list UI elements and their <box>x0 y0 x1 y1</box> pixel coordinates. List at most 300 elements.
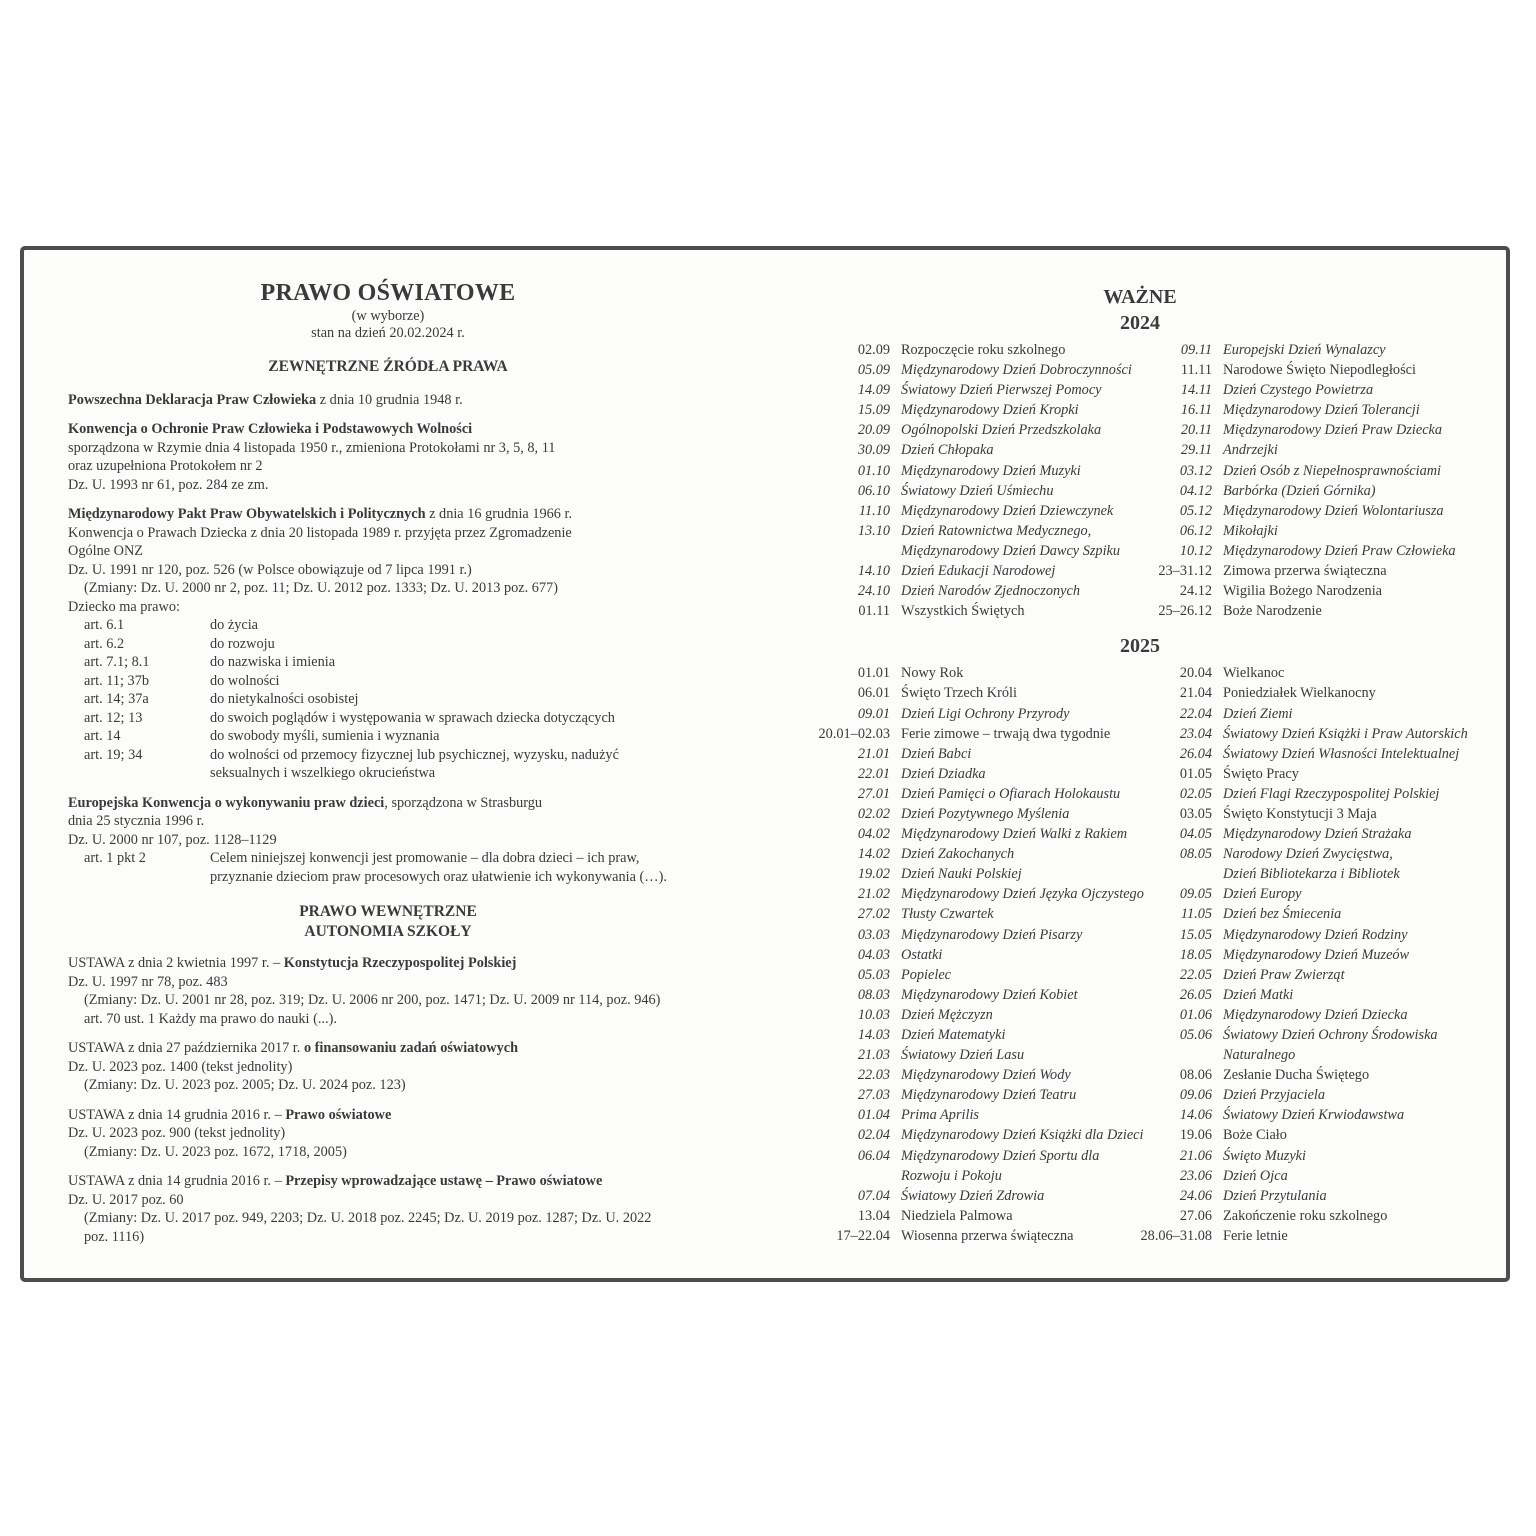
rights-item <box>68 727 708 746</box>
calendar-event <box>1140 884 1470 904</box>
calendar-event <box>810 965 1140 985</box>
calendar-event <box>810 925 1140 945</box>
event-name: Poniedziałek Wielkanocny <box>1223 685 1376 702</box>
event-date: 19.06 <box>1179 1127 1212 1144</box>
event-date: 22.04 <box>1179 705 1212 722</box>
event-name: Boże Ciało <box>1223 1127 1287 1144</box>
event-date: 04.03 <box>857 946 890 963</box>
event-name: Niedziela Palmowa <box>901 1207 1013 1224</box>
event-date: 28.06–31.08 <box>1140 1227 1212 1244</box>
calendar-event <box>1140 784 1470 804</box>
event-name: Międzynarodowy Dzień Strażaka <box>1223 826 1412 843</box>
law-date: z dnia 10 grudnia 1948 r. <box>316 391 463 408</box>
calendar-event <box>810 601 1140 621</box>
event-name: Międzynarodowy Dzień Tolerancji <box>1223 402 1420 419</box>
article-number: art. 6.2 <box>84 635 125 652</box>
calendar-event <box>810 1125 1144 1145</box>
event-name: Wiosenna przerwa świąteczna <box>901 1227 1074 1244</box>
calendar-event <box>810 461 1140 481</box>
act-line: Dz. U. 2023 poz. 1400 (tekst jednolity) <box>68 1058 293 1075</box>
calendar-event <box>810 904 1140 924</box>
event-name: Prima Aprilis <box>901 1107 979 1124</box>
event-date: 27.01 <box>857 785 890 802</box>
calendar-event <box>1140 541 1470 561</box>
calendar-event <box>1140 601 1470 621</box>
calendar-event <box>1140 400 1470 420</box>
calendar-event <box>1140 1125 1470 1145</box>
article-text: do wolności <box>210 672 280 689</box>
event-name: Europejski Dzień Wynalazcy <box>1223 342 1386 358</box>
calendar-event <box>1140 1025 1470 1045</box>
article-number: art. 14; 37a <box>84 691 149 707</box>
event-name: Ostatki <box>901 946 943 963</box>
page-title: PRAWO OŚWIATOWE <box>260 280 516 306</box>
article-number: art. 12; 13 <box>84 709 143 726</box>
event-date: 08.06 <box>1179 1067 1212 1084</box>
act-line: poz. 1116) <box>84 1228 145 1245</box>
calendar-event <box>810 945 1140 965</box>
event-name: Święto Muzyki <box>1223 1147 1306 1164</box>
calendar-event <box>810 1226 1140 1246</box>
calendar-event <box>1140 1146 1470 1166</box>
calendar-event <box>1140 340 1470 360</box>
event-name: Barbórka (Dzień Górnika) <box>1223 482 1376 499</box>
law-title: Konwencja o Ochronie Praw Człowieka i Podstawowych Wolności <box>68 421 473 437</box>
event-name: Międzynarodowy Dzień Praw Człowieka <box>1223 542 1456 559</box>
calendar-event <box>1140 704 1470 724</box>
section-heading-line: PRAWO WEWNĘTRZNE <box>299 903 477 920</box>
article-number: art. 14 <box>84 728 121 744</box>
law-line: Dz. U. 1993 nr 61, poz. 284 ze zm. <box>68 476 269 493</box>
event-date: 03.03 <box>857 926 890 943</box>
calendar-event <box>1140 461 1470 481</box>
event-date: 22.05 <box>1179 966 1212 983</box>
calendar-event <box>1140 864 1470 884</box>
right-page <box>810 284 1470 1246</box>
event-name: Dzień Zakochanych <box>901 846 1015 863</box>
calendar-event <box>1140 764 1470 784</box>
calendar-event <box>810 663 1140 683</box>
event-name: Międzynarodowy Dzień Muzeów <box>1223 946 1410 963</box>
article-number: art. 11; 37b <box>84 672 149 689</box>
calendar-event <box>1140 360 1470 380</box>
event-date: 15.09 <box>857 402 890 419</box>
event-name: Zesłanie Ducha Świętego <box>1223 1067 1370 1084</box>
event-name: Międzynarodowy Dzień Praw Dziecka <box>1223 422 1443 439</box>
event-date: 13.04 <box>857 1207 890 1224</box>
event-name: Międzynarodowy Dzień Wolontariusza <box>1223 502 1444 519</box>
calendar-event <box>1140 965 1470 985</box>
rights-item <box>68 709 708 728</box>
event-date: 06.01 <box>857 685 890 702</box>
event-name: Dzień Bibliotekarza i Bibliotek <box>1223 866 1400 883</box>
event-name: Boże Narodzenie <box>1223 603 1322 620</box>
event-date <box>1140 864 1223 884</box>
law-date: , sporządzona w Strasburgu <box>384 794 543 811</box>
calendar-event <box>1140 561 1470 581</box>
important-title: WAŻNE <box>1103 286 1177 308</box>
event-name: Tłusty Czwartek <box>901 906 994 923</box>
event-date <box>810 1166 901 1186</box>
calendar-event <box>1140 824 1470 844</box>
event-date: 26.04 <box>1179 745 1212 762</box>
event-date: 21.02 <box>857 886 890 903</box>
calendar-event <box>810 764 1140 784</box>
event-date: 23–31.12 <box>1158 563 1212 580</box>
event-name: Rozwoju i Pokoju <box>901 1167 1002 1184</box>
event-name: Międzynarodowy Dzień Dobroczynności <box>901 362 1132 379</box>
calendar-event <box>810 985 1140 1005</box>
event-name: Światowy Dzień Własności Intelektualnej <box>1223 745 1460 762</box>
act-title: Prawo oświatowe <box>285 1106 392 1123</box>
event-date: 30.09 <box>857 442 890 459</box>
law-line: Dz. U. 1991 nr 120, poz. 526 (w Polsce obowiązuje od 7 lipca 1991 r.) <box>68 561 472 578</box>
event-name: Światowy Dzień Krwiodawstwa <box>1223 1107 1405 1124</box>
page-date: stan na dzień 20.02.2024 r. <box>311 325 465 341</box>
calendar-event <box>810 400 1140 420</box>
law-line: oraz uzupełniona Protokołem nr 2 <box>68 458 263 474</box>
event-date: 17–22.04 <box>836 1227 890 1244</box>
event-name: Dzień Nauki Polskiej <box>901 866 1022 883</box>
event-date: 14.02 <box>857 846 890 863</box>
event-date: 07.04 <box>857 1187 890 1204</box>
calendar-event <box>1140 985 1470 1005</box>
event-name: Międzynarodowy Dzień Wody <box>901 1067 1071 1084</box>
calendar-event <box>1140 481 1470 501</box>
article-text: do rozwoju <box>210 635 275 652</box>
event-date: 10.12 <box>1179 542 1212 559</box>
event-date: 05.06 <box>1179 1027 1212 1043</box>
calendar-event <box>810 1025 1140 1045</box>
event-date: 20.01–02.03 <box>818 725 890 742</box>
event-date: 24.06 <box>1179 1187 1212 1204</box>
page-subtitle: (w wyborze) <box>351 308 425 324</box>
event-date: 02.05 <box>1179 785 1212 802</box>
event-name: Międzynarodowy Dzień Kropki <box>901 402 1079 419</box>
event-name: Dzień Chłopaka <box>901 442 994 459</box>
event-name: Popielec <box>901 966 952 983</box>
event-date: 22.03 <box>857 1067 890 1084</box>
act-line: art. 70 ust. 1 Każdy ma prawo do nauki (...). <box>84 1010 337 1027</box>
act-prefix: USTAWA z dnia 14 grudnia 2016 r. – <box>68 1106 286 1123</box>
event-date: 15.05 <box>1179 926 1212 943</box>
event-date: 09.06 <box>1179 1087 1212 1104</box>
event-name: Międzynarodowy Dzień Języka Ojczystego <box>901 886 1144 903</box>
event-name: Dzień Matematyki <box>901 1027 1006 1043</box>
act-line: (Zmiany: Dz. U. 2001 nr 28, poz. 319; Dz. U. 2006 nr 200, poz. 1471; Dz. U. 2009 nr 114, poz. 946) <box>84 992 661 1008</box>
calendar-event <box>810 1146 1140 1166</box>
rights-list <box>68 616 708 783</box>
event-date: 14.09 <box>857 382 890 399</box>
event-name: Zakończenie roku szkolnego <box>1223 1207 1388 1224</box>
event-date: 02.09 <box>857 342 890 358</box>
event-date: 04.05 <box>1179 826 1212 843</box>
event-date: 20.04 <box>1179 665 1212 682</box>
calendar-event <box>1140 1005 1470 1025</box>
event-name: Dzień Flagi Rzeczypospolitej Polskiej <box>1223 785 1440 802</box>
event-date: 05.03 <box>857 966 890 983</box>
event-name: Święto Pracy <box>1223 765 1299 782</box>
calendar-event <box>1140 521 1470 541</box>
calendar-event <box>810 561 1140 581</box>
event-date: 01.04 <box>857 1107 890 1124</box>
event-date: 21.03 <box>857 1047 890 1064</box>
article-text: do nazwiska i imienia <box>210 654 336 670</box>
law-block-european-convention <box>68 794 708 887</box>
event-date: 09.05 <box>1179 886 1212 903</box>
act-line: Dz. U. 2017 poz. 60 <box>68 1191 184 1208</box>
event-name: Międzynarodowy Dzień Kobiet <box>901 986 1078 1003</box>
law-block-convention <box>68 420 708 494</box>
event-date: 04.02 <box>857 826 890 843</box>
event-name: Międzynarodowy Dzień Dziecka <box>1223 1006 1408 1023</box>
law-line: sporządzona w Rzymie dnia 4 listopada 1950 r., zmieniona Protokołami nr 3, 5, 8, 11 <box>68 439 556 456</box>
act-line: (Zmiany: Dz. U. 2017 poz. 949, 2203; Dz. U. 2018 poz. 2245; Dz. U. 2019 poz. 1287; Dz. U. 2022 <box>84 1210 652 1226</box>
event-name: Dzień Przyjaciela <box>1223 1087 1326 1104</box>
section-heading-external: ZEWNĘTRZNE ŹRÓDŁA PRAWA <box>268 358 508 375</box>
event-date: 05.09 <box>857 362 890 379</box>
event-date: 21.06 <box>1179 1147 1212 1164</box>
calendar-column <box>1140 340 1470 621</box>
event-date: 01.10 <box>857 462 890 479</box>
calendar-event <box>810 864 1140 884</box>
calendar-event <box>810 744 1140 764</box>
law-block-declaration <box>68 391 708 410</box>
event-name: Dzień Edukacji Narodowej <box>901 563 1056 580</box>
event-name: Narodowe Święto Niepodległości <box>1223 362 1416 379</box>
event-date: 26.05 <box>1179 986 1212 1003</box>
event-name: Dzień Narodów Zjednoczonych <box>901 583 1080 600</box>
act-prefix: USTAWA z dnia 2 kwietnia 1997 r. – <box>68 955 284 971</box>
event-name: Ferie letnie <box>1223 1227 1288 1244</box>
act-title: Konstytucja Rzeczypospolitej Polskiej <box>283 955 517 971</box>
event-date: 06.10 <box>857 482 890 499</box>
act-prefix: USTAWA z dnia 27 października 2017 r. <box>68 1040 304 1056</box>
event-name: Światowy Dzień Uśmiechu <box>901 482 1054 499</box>
event-name: Wszystkich Świętych <box>901 603 1025 620</box>
calendar-event <box>810 824 1140 844</box>
event-date: 20.11 <box>1180 422 1212 439</box>
event-date: 11.10 <box>858 502 890 519</box>
event-name: Ogólnopolski Dzień Przedszkolaka <box>901 422 1102 439</box>
event-date: 09.01 <box>857 705 890 722</box>
section-heading-line: AUTONOMIA SZKOŁY <box>304 923 472 940</box>
event-name: Międzynarodowy Dzień Walki z Rakiem <box>901 826 1128 843</box>
calendar-event <box>1140 1045 1470 1065</box>
event-name: Międzynarodowy Dzień Dawcy Szpiku <box>901 542 1121 559</box>
calendar-event <box>810 1065 1140 1085</box>
calendar-event <box>1140 1166 1470 1186</box>
article-text: przyznanie dzieciom praw procesowych oraz ułatwienie ich wykonywania (…). <box>210 868 667 885</box>
event-date: 03.12 <box>1179 462 1212 479</box>
law-line: dnia 25 stycznia 1996 r. <box>68 813 205 829</box>
calendar-event <box>1140 581 1470 601</box>
calendar-column <box>810 663 1144 1246</box>
event-date <box>1140 1045 1223 1065</box>
event-name: Andrzejki <box>1223 442 1278 459</box>
calendar-event <box>810 844 1140 864</box>
event-date: 29.11 <box>1180 442 1212 459</box>
calendar-event <box>810 724 1140 744</box>
event-name: Dzień Ligi Ochrony Przyrody <box>901 705 1070 722</box>
event-date: 01.06 <box>1179 1006 1212 1023</box>
law-line: Dz. U. 2000 nr 107, poz. 1128–1129 <box>68 831 277 848</box>
calendar-event <box>1140 1065 1470 1085</box>
event-date: 23.04 <box>1179 725 1212 742</box>
document-sheet <box>20 246 1510 1282</box>
calendar-event <box>810 804 1140 824</box>
law-title: Powszechna Deklaracja Praw Człowieka <box>68 391 317 408</box>
event-date: 01.01 <box>857 665 890 682</box>
event-date: 25–26.12 <box>1158 603 1212 620</box>
event-date: 05.12 <box>1179 502 1212 519</box>
calendar-event <box>810 1005 1140 1025</box>
event-name: Międzynarodowy Dzień Książki dla Dzieci <box>901 1127 1144 1144</box>
event-date: 22.01 <box>857 765 890 782</box>
event-name: Światowy Dzień Zdrowia <box>901 1187 1045 1204</box>
law-title: Europejska Konwencja o wykonywaniu praw dzieci <box>68 794 385 811</box>
event-date: 11.05 <box>1180 906 1212 923</box>
event-name: Międzynarodowy Dzień Rodziny <box>1223 926 1408 943</box>
calendar-event <box>810 704 1140 724</box>
calendar-event <box>1140 1206 1470 1226</box>
event-name: Naturalnego <box>1223 1047 1296 1064</box>
calendar-event <box>1140 724 1470 744</box>
calendar-event <box>810 501 1140 521</box>
calendar-event <box>1140 804 1470 824</box>
event-date: 19.02 <box>857 866 890 883</box>
event-name: Dzień Przytulania <box>1223 1187 1327 1204</box>
act-block-financing <box>68 1039 708 1095</box>
article-text: do życia <box>210 617 259 633</box>
event-date: 21.01 <box>857 745 890 762</box>
act-prefix: USTAWA z dnia 14 grudnia 2016 r. – <box>68 1173 286 1189</box>
event-date: 27.03 <box>857 1087 890 1104</box>
calendar-event <box>810 440 1140 460</box>
event-name: Nowy Rok <box>901 665 964 682</box>
act-line: (Zmiany: Dz. U. 2023 poz. 2005; Dz. U. 2024 poz. 123) <box>84 1077 406 1093</box>
law-line: Dziecko ma prawo: <box>68 598 180 615</box>
rights-item <box>68 616 708 635</box>
article-number: art. 6.1 <box>84 617 125 633</box>
event-date: 10.03 <box>857 1006 890 1023</box>
event-name: Dzień Praw Zwierząt <box>1223 966 1345 983</box>
event-date <box>810 541 901 561</box>
calendar-event <box>1140 1085 1470 1105</box>
calendar-event <box>810 1166 1140 1186</box>
event-date: 09.11 <box>1180 342 1212 358</box>
calendar-event <box>810 340 1140 360</box>
rights-item <box>68 653 708 672</box>
rights-item <box>68 764 708 783</box>
event-date: 08.03 <box>857 986 890 1003</box>
event-date: 23.06 <box>1179 1167 1212 1184</box>
rights-item <box>68 635 708 654</box>
event-name: Dzień Europy <box>1223 886 1302 903</box>
event-name: Światowy Dzień Lasu <box>901 1047 1025 1064</box>
event-date: 14.03 <box>857 1027 890 1043</box>
article-text: Celem niniejszej konwencji jest promowanie – dla dobra dzieci – ich praw, <box>210 850 640 866</box>
calendar-event <box>1140 440 1470 460</box>
event-name: Międzynarodowy Dzień Dziewczynek <box>901 502 1114 519</box>
act-title: Przepisy wprowadzające ustawę – Prawo oświatowe <box>285 1173 603 1189</box>
calendar-event <box>810 541 1140 561</box>
law-line: (Zmiany: Dz. U. 2000 nr 2, poz. 11; Dz. U. 2012 poz. 1333; Dz. U. 2013 poz. 677) <box>84 580 558 596</box>
calendar-event <box>1140 1226 1470 1246</box>
act-block-education-law <box>68 1106 708 1162</box>
event-name: Dzień Ojca <box>1223 1167 1288 1184</box>
calendar-event <box>1140 945 1470 965</box>
article-text: do swobody myśli, sumienia i wyznania <box>210 728 440 744</box>
event-date: 14.11 <box>1180 382 1212 399</box>
event-name: Dzień Ratownictwa Medycznego, <box>901 522 1092 539</box>
law-line: Ogólne ONZ <box>68 543 144 559</box>
article-text: do nietykalności osobistej <box>210 691 359 707</box>
calendar-event <box>810 884 1144 904</box>
event-name: Święto Konstytucji 3 Maja <box>1223 805 1377 822</box>
rights-item <box>68 849 708 868</box>
event-name: Wielkanoc <box>1223 665 1285 682</box>
event-date: 27.02 <box>857 906 890 923</box>
event-name: Dzień Matki <box>1223 986 1294 1003</box>
article-number: art. 1 pkt 2 <box>84 850 146 866</box>
calendar-event <box>810 1045 1140 1065</box>
event-date: 27.06 <box>1179 1207 1212 1224</box>
act-title: o finansowaniu zadań oświatowych <box>303 1040 519 1056</box>
event-date: 02.04 <box>857 1127 890 1144</box>
law-date: z dnia 16 grudnia 1966 r. <box>425 506 573 522</box>
event-name: Światowy Dzień Pierwszej Pomocy <box>901 382 1102 399</box>
calendar-2024 <box>810 340 1470 621</box>
calendar-event <box>810 1085 1140 1105</box>
event-date: 14.06 <box>1179 1107 1212 1124</box>
calendar-event <box>810 1206 1140 1226</box>
event-date: 01.05 <box>1179 765 1212 782</box>
left-page <box>68 278 708 1257</box>
event-name: Dzień Czystego Powietrza <box>1223 382 1374 399</box>
article-number: art. 7.1; 8.1 <box>84 654 150 670</box>
calendar-event <box>1140 1186 1470 1206</box>
calendar-2025 <box>810 663 1470 1246</box>
event-date: 14.10 <box>857 563 890 580</box>
law-title: Międzynarodowy Pakt Praw Obywatelskich i Politycznych <box>68 506 426 522</box>
rights-item <box>68 672 708 691</box>
calendar-event <box>810 420 1140 440</box>
calendar-event <box>1140 844 1470 864</box>
calendar-event <box>1140 1105 1470 1125</box>
event-date: 18.05 <box>1179 946 1212 963</box>
calendar-event <box>1140 744 1470 764</box>
event-name: Rozpoczęcie roku szkolnego <box>901 342 1066 358</box>
act-line: Dz. U. 2023 poz. 900 (tekst jednolity) <box>68 1125 286 1141</box>
event-name: Ferie zimowe – trwają dwa tygodnie <box>901 725 1111 742</box>
act-line: (Zmiany: Dz. U. 2023 poz. 1672, 1718, 2005) <box>84 1143 347 1160</box>
calendar-event <box>1140 925 1470 945</box>
act-block-introductory <box>68 1172 708 1246</box>
event-name: Dzień Mężczyzn <box>901 1006 993 1023</box>
calendar-event <box>1140 904 1470 924</box>
event-name: Dzień Pozytywnego Myślenia <box>901 805 1070 822</box>
article-text: do swoich poglądów i występowania w sprawach dziecka dotyczących <box>210 709 615 726</box>
event-date: 21.04 <box>1179 685 1212 702</box>
rights-item <box>68 690 708 709</box>
event-name: Światowy Dzień Ochrony Środowiska <box>1223 1027 1438 1043</box>
event-name: Światowy Dzień Książki i Praw Autorskich <box>1223 725 1468 742</box>
section-heading-internal <box>68 902 708 942</box>
event-name: Dzień Ziemi <box>1223 705 1293 722</box>
event-name: Międzynarodowy Dzień Pisarzy <box>901 926 1083 943</box>
event-name: Międzynarodowy Dzień Teatru <box>901 1087 1077 1104</box>
